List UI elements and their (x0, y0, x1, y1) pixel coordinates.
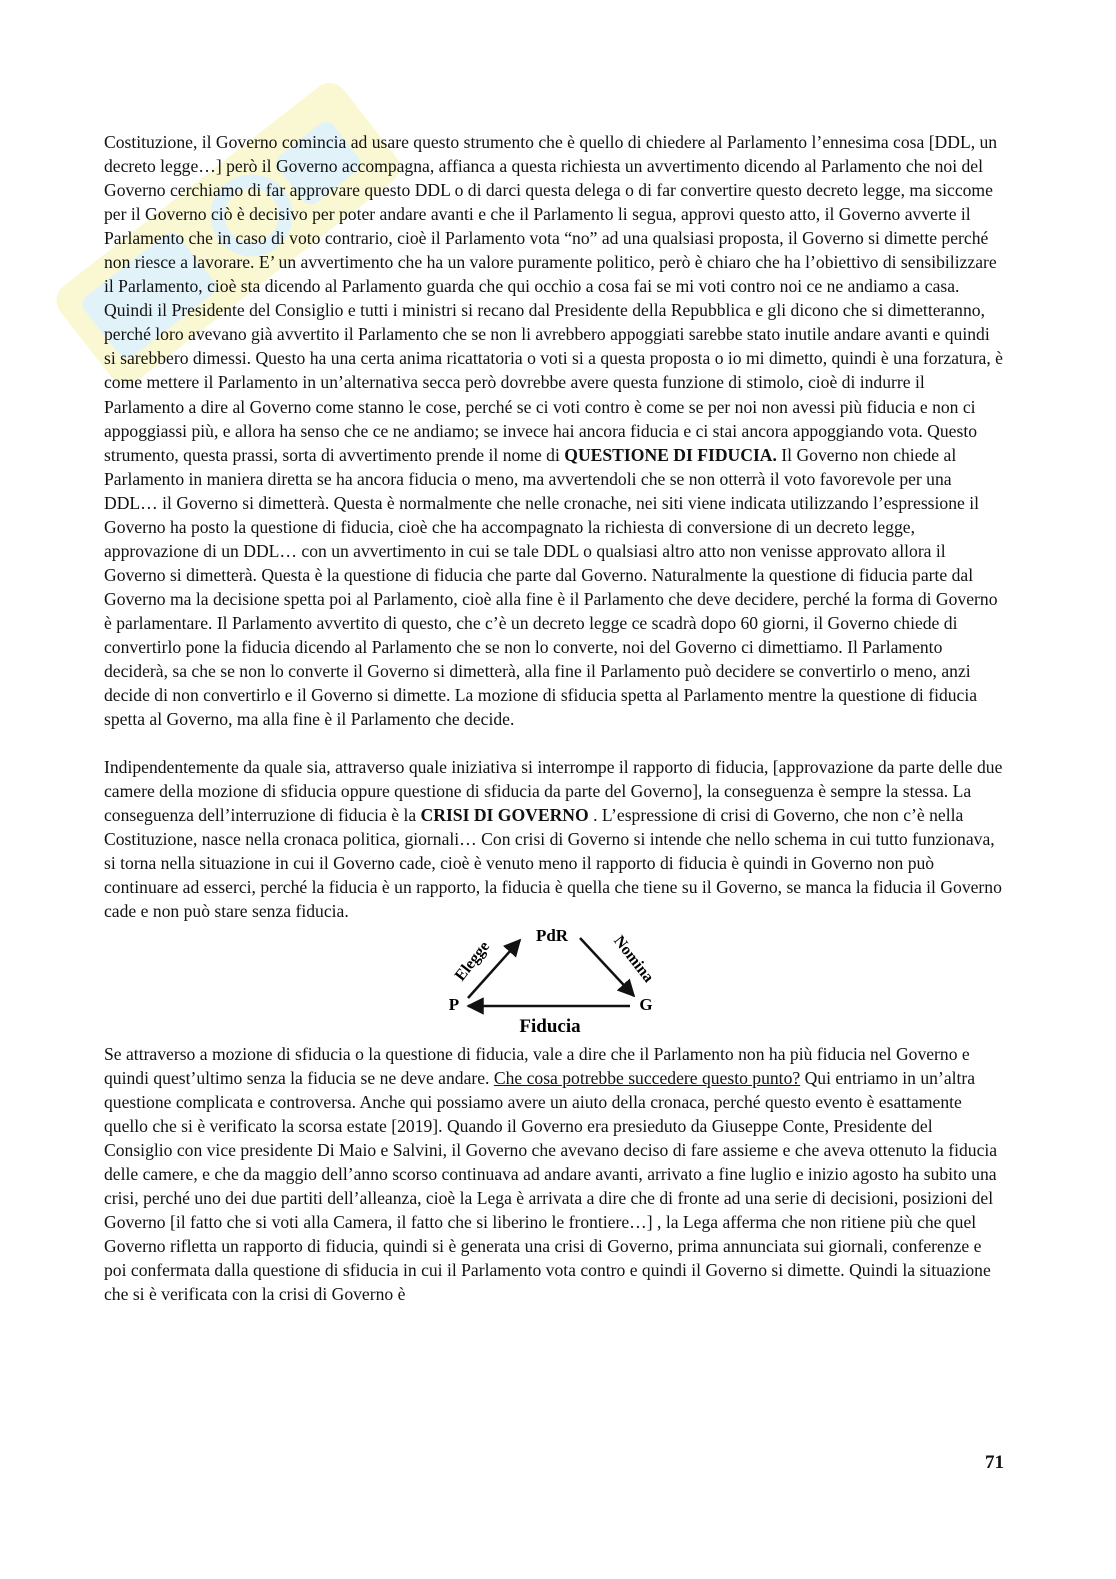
term-crisi-di-governo: CRISI DI GOVERNO (420, 805, 589, 826)
paragraph-questione-fiducia (104, 130, 1004, 731)
label-fiducia: Fiducia (519, 1015, 581, 1037)
node-governo: G (639, 994, 653, 1014)
fiducia-diagram-svg (434, 924, 674, 1042)
paragraph3-continuation: Qui entriamo in un’altra questione complicata e controversa. Anche qui possiamo avere un aiuto della cronaca, perché questo evento è esattamente quello che si è verificato la scorsa estate [2019]. Quando il Governo era presieduto da Giuseppe Conte, Presidente del Consiglio con vice presidente Di Maio e Salvini, il Governo che avevano deciso di fare assieme e che aveva ottenuto la fiducia delle camere, e che da maggio dell’anno scorso continuava ad andare avanti, arrivato a fine luglio e inizio agosto ha subito una crisi, perché uno dei due partiti dell’alleanza, cioè la Lega è arrivata a dire che di fronte ad una serie di decisioni, posizioni del Governo [il fatto che si voti alla Camera, il fatto che si liberino le frontiere…] , la Lega afferma che non ritiene più che quel Governo rifletta un rapporto di fiducia, quindi si è generata una crisi di Governo, prima annunciata sui giornali, conferenze e poi confermata dalla questione di sfiducia in cui il Parlamento vota contro e quindi il Governo si dimette. Quindi la situazione che si è verificata con la crisi di Governo è (104, 1067, 998, 1304)
term-questione-di-fiducia: QUESTIONE DI FIDUCIA. (564, 444, 777, 465)
label-nomina: Nomina (610, 932, 657, 986)
paragraph-crisi-governo (104, 755, 1004, 923)
page-number: 71 (985, 1452, 1004, 1473)
fiducia-diagram (104, 924, 1004, 1042)
paragraph3-text: Se attraverso a mozione di sfiducia o la questione di fiducia, vale a dire che il Parlamento non ha più fiducia nel Governo e quindi quest’ultimo senza la fiducia se ne deve andare. (104, 1043, 970, 1088)
document-page (104, 130, 1004, 1306)
underlined-question: Che cosa potrebbe succedere questo punto? (493, 1067, 801, 1088)
paragraph2-text: Indipendentemente da quale sia, attraverso quale iniziativa si interrompe il rapporto di fiducia, [approvazione da parte delle due camere della mozione di sfiducia oppure questione di sfiducia da parte del Governo], la conseguenza è sempre la stessa. La conseguenza dell’interruzione di fiducia è la (104, 757, 1003, 826)
node-pdr: PdR (535, 925, 569, 945)
paragraph-crisi-2019 (104, 1042, 1004, 1307)
paragraph1-continuation: Il Governo non chiede al Parlamento in maniera diretta se ha ancora fiducia o meno, ma avvertendoli che se non otterrà il voto favorevole per una DDL… il Governo si dimetterà. Questa è normalmente che nelle cronache, nei siti viene indicata utilizzando l’espressione il Governo ha posto la questione di fiducia, cioè che ha accompagnato la richiesta di conversione di un decreto legge, approvazione di un DDL… con un avvertimento in cui se tale DDL o qualsiasi altro atto non venisse approvato allora il Governo si dimetterà. Questa è la questione di fiducia che parte dal Governo. Naturalmente la questione di fiducia parte dal Governo ma la decisione spetta poi al Parlamento, cioè alla fine è il Parlamento che deve decidere, perché la forma di Governo è parlamentare. Il Parlamento avvertito di questo, che c’è un decreto legge ce scadrà dopo 60 giorni, il Governo chiede di convertirlo pone la fiducia dicendo al Parlamento che se non lo converte, noi del Governo ci dimettiamo. Il Parlamento deciderà, sa che se non lo converte il Governo si dimetterà, alla fine il Parlamento può decidere se convertirlo o meno, anzi decide di non convertirlo e il Governo si dimette. La mozione di sfiducia spetta al Parlamento mentre la questione di fiducia spetta al Governo, ma alla fine è il Parlamento che decide. (104, 444, 998, 730)
paragraph-gap (104, 731, 1004, 755)
node-parlamento: P (448, 994, 460, 1014)
paragraph2-continuation: . L’espressione di crisi di Governo, che non c’è nella Costituzione, nasce nella cronaca politica, giornali… Con crisi di Governo si intende che nello schema in cui tutto funzionava, si torna nella situazione in cui il Governo cade, cioè è venuto meno il rapporto di fiducia è quindi in Governo non può continuare ad esserci, perché la fiducia è un rapporto, la fiducia è quella che tiene su il Governo, se manca la fiducia il Governo cade e non può stare senza fiducia. (104, 805, 1002, 922)
label-elegge: Elegge (451, 937, 494, 984)
paragraph1-text: Costituzione, il Governo comincia ad usare questo strumento che è quello di chiedere al Parlamento l’ennesima cosa [DDL, un decreto legge…] però il Governo accompagna, affianca a questa richiesta un avvertimento dicendo al Parlamento che noi del Governo cerchiamo di far approvare questo DDL o di darci questa delega o di far convertire questo decreto legge, ma siccome per il Governo ciò è decisivo per poter andare avanti e che il Parlamento li segua, approvi questo atto, il Governo avverte il Parlamento che in caso di voto contrario, cioè il Parlamento vota “no” ad una qualsiasi proposta, il Governo si dimette perché non riesce a lavorare. E’ un avvertimento che ha un valore puramente politico, però è chiaro che ha l’obiettivo di sensibilizzare il Parlamento, cioè sta dicendo al Parlamento guarda che qui occhio a cosa fai se mi voti contro noi ce ne andiamo a casa. Quindi il Presidente del Consiglio e tutti i ministri si recano dal Presidente della Repubblica e gli dicono che si dimetteranno, perché loro avevano già avvertito il Parlamento che se non li avrebbero appoggiati sarebbe stato inutile andare avanti e quindi si sarebbero dimessi. Questo ha una certa anima ricattatoria o voti si a questa proposta o io mi dimetto, quindi è una forzatura, è come mettere il Parlamento in un’alternativa secca però dovrebbe avere questa funzione di stimolo, cioè di indurre il Parlamento a dire al Governo come stanno le cose, perché se ci voti contro è come se per noi non avessi più fiducia e non ci appoggiassi più, e allora ha senso che ce ne andiamo; se invece hai ancora fiducia e ci stai ancora appoggiando vota. Questo strumento, questa prassi, sorta di avvertimento prende il nome di (104, 132, 1003, 465)
